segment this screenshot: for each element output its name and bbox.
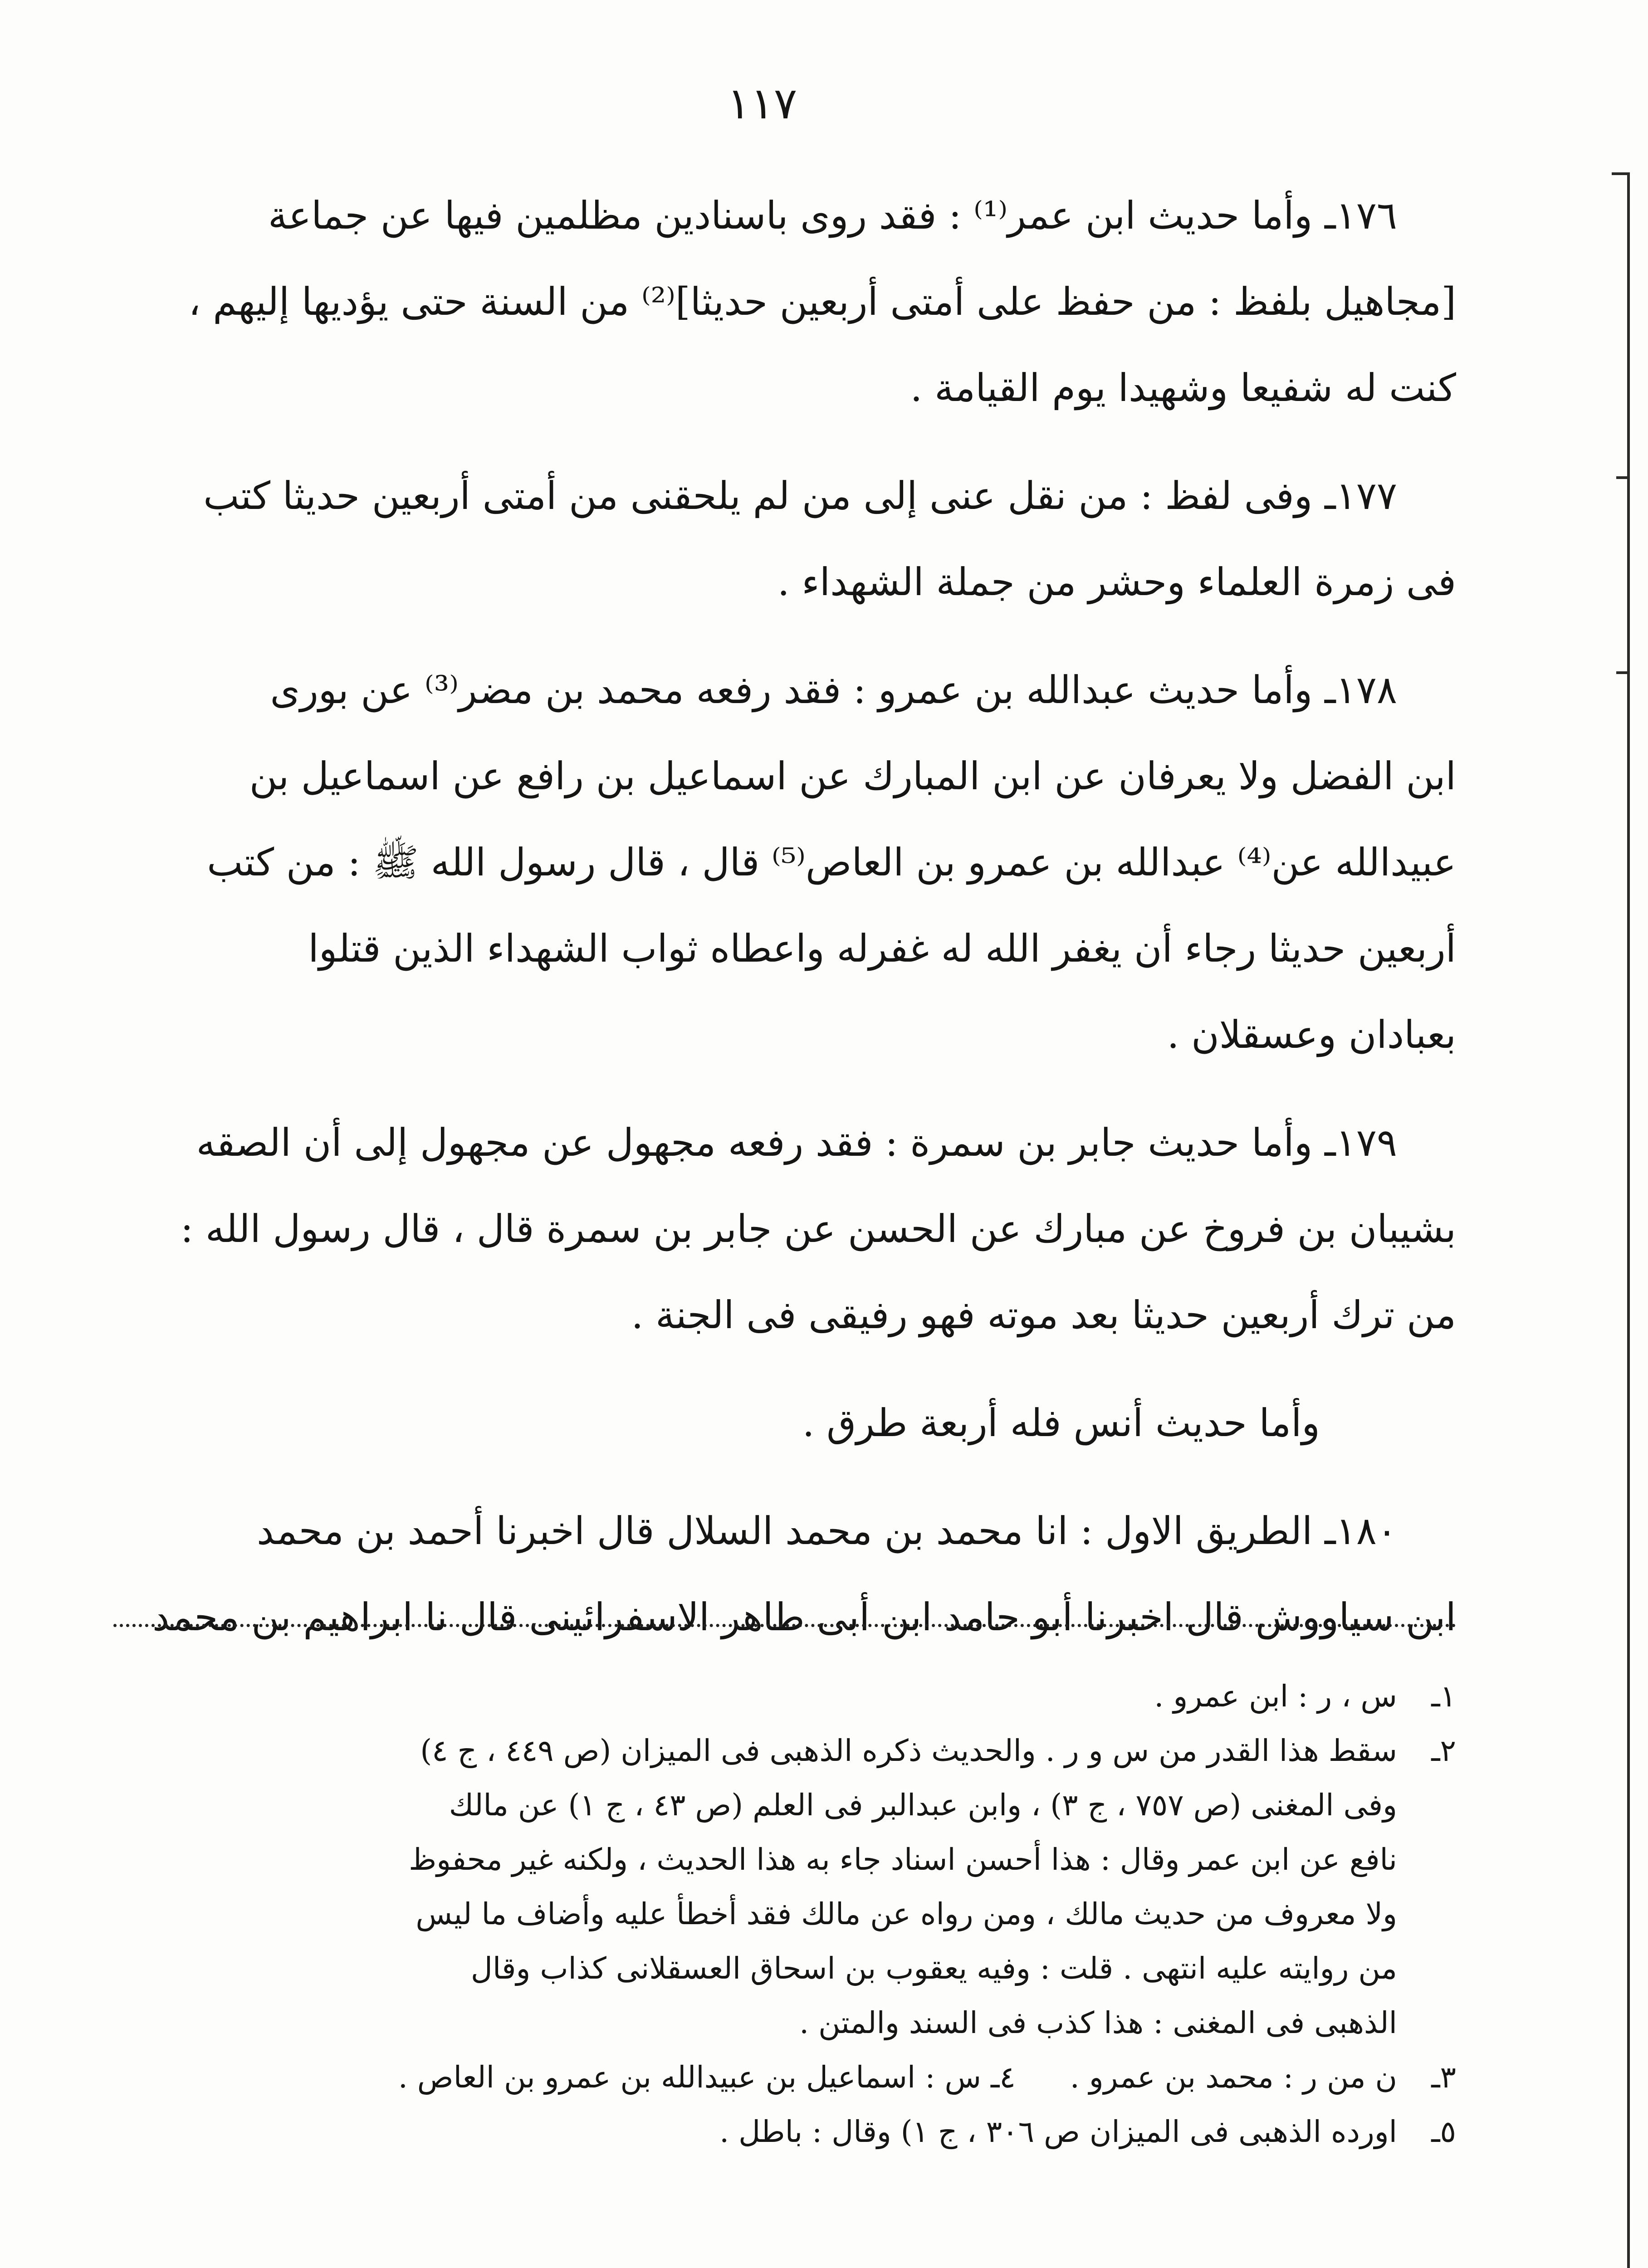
footnote-number: ١ـ [1431,1679,1456,1714]
text-line: ١٧٩ـ وأما حديث جابر بن سمرة : فقد رفعه مجهول عن مجهول إلى أن الصقه [196,1120,1397,1165]
paragraph-176 [68,172,1456,431]
text-line: سقط هذا القدر من س و ر . والحديث ذكره الذهبى فى الميزان (ص ٤٤٩ ، ج ٤) [420,1733,1397,1768]
text-line: من روايته عليه انتهى . قلت : وفيه يعقوب بن اسحاق العسقلانى كذاب وقال [470,1951,1397,1986]
footnote-4-text: س : اسماعيل بن عبيدالله بن عمرو بن العاص . [398,2060,982,2095]
text-line: اورده الذهبى فى الميزان ص ٣٠٦ ، ج ١) وقال : باطل . [719,2114,1397,2149]
page-number: ١١٧ [727,78,797,129]
paragraph-177 [68,453,1456,625]
paragraph-anas [68,1380,1456,1466]
scan-edge-line [1627,172,1630,2268]
text-line: ١٧٦ـ وأما حديث ابن عمر⁽¹⁾ : فقد روى باسنادين مظلمين فيها عن جماعة [268,193,1397,238]
footnote-divider [113,1624,1456,1627]
main-text [68,172,1456,1682]
scan-edge-tick [1616,476,1627,479]
text-line: بشيبان بن فروخ عن مبارك عن الحسن عن جابر بن سمرة قال ، قال رسول الله : [180,1207,1456,1251]
scan-edge-bracket [1612,172,1630,175]
text-line: من ترك أربعين حديثا بعد موته فهو رفيقى فى الجنة . [631,1293,1456,1337]
footnote-number: ٢ـ [1431,1733,1456,1768]
footnote-number: ٣ـ [1431,2060,1456,2095]
footnote-4 [398,2050,1016,2105]
text-line: ١٧٧ـ وفى لفظ : من نقل عنى إلى من لم يلحقنى من أمتى أربعين حديثا كتب [203,474,1397,518]
text-line: [مجاهيل بلفظ : من حفظ على أمتى أربعين حديثا]⁽²⁾ من السنة حتى يؤديها إليهم ، [188,279,1456,324]
footnote-number: ٤ـ [991,2060,1016,2095]
text-line: ابن سياووش قال اخبرنا أبو حامد ابن أبى طاهر الاسفرائينى قال نا ابراهيم بن محمد [152,1595,1456,1639]
footnote-text [118,1669,1397,1724]
paragraph-180 [68,1488,1456,1660]
footnote-1 [118,1669,1456,1724]
text-line: ابن الفضل ولا يعرفان عن ابن المبارك عن اسماعيل بن رافع عن اسماعيل بن [249,754,1456,798]
text-line: بعبادان وعسقلان . [1167,1012,1456,1057]
text-line: ١٧٨ـ وأما حديث عبدالله بن عمرو : فقد رفعه محمد بن مضر⁽³⁾ عن بورى [270,668,1397,712]
footnote-2 [118,1724,1456,2050]
paragraph-179 [68,1100,1456,1358]
text-line: وفى المغنى (ص ٧٥٧ ، ج ٣) ، وابن عبدالبر فى العلم (ص ٤٣ ، ج ١) عن مالك [449,1788,1397,1823]
text-line: س ، ر : ابن عمرو . [1154,1679,1397,1714]
text-line: ولا معروف من حديث مالك ، ومن رواه عن مالك فقد أخطأ عليه وأضاف ما ليس [416,1897,1397,1931]
footnote-number: ٥ـ [1431,2114,1456,2149]
text-line: عبيدالله عن⁽⁴⁾ عبدالله بن عمرو بن العاص⁽⁵⁾ قال ، قال رسول الله ﷺ : من كتب [207,840,1456,885]
footnotes [118,1669,1456,2159]
footnote-5 [118,2105,1456,2159]
text-line: وأما حديث أنس فله أربعة طرق . [802,1401,1320,1445]
text-line: نافع عن ابن عمر وقال : هذا أحسن اسناد جاء به هذا الحديث ، ولكنه غير محفوظ [409,1842,1397,1877]
footnote-text [118,2105,1397,2159]
scan-edge-tick [1616,671,1627,674]
paragraph-178 [68,647,1456,1078]
footnote-3-4-row [118,2050,1456,2105]
text-line: أربعين حديثا رجاء أن يغفر الله له غفرله واعطاه ثواب الشهداء الذين قتلوا [308,926,1456,971]
text-line: كنت له شفيعا وشهيدا يوم القيامة . [910,366,1456,410]
text-line: الذهبى فى المغنى : هذا كذب فى السند والمتن . [799,2005,1397,2040]
footnote-text [118,2050,1397,2105]
footnote-text [118,1724,1397,2050]
text-line: فى زمرة العلماء وحشر من جملة الشهداء . [777,560,1456,604]
footnote-3-text: ن من ر : محمد بن عمرو . [1070,2060,1397,2095]
text-line: ١٨٠ـ الطريق الاول : انا محمد بن محمد السلال قال اخبرنا أحمد بن محمد [256,1509,1397,1553]
